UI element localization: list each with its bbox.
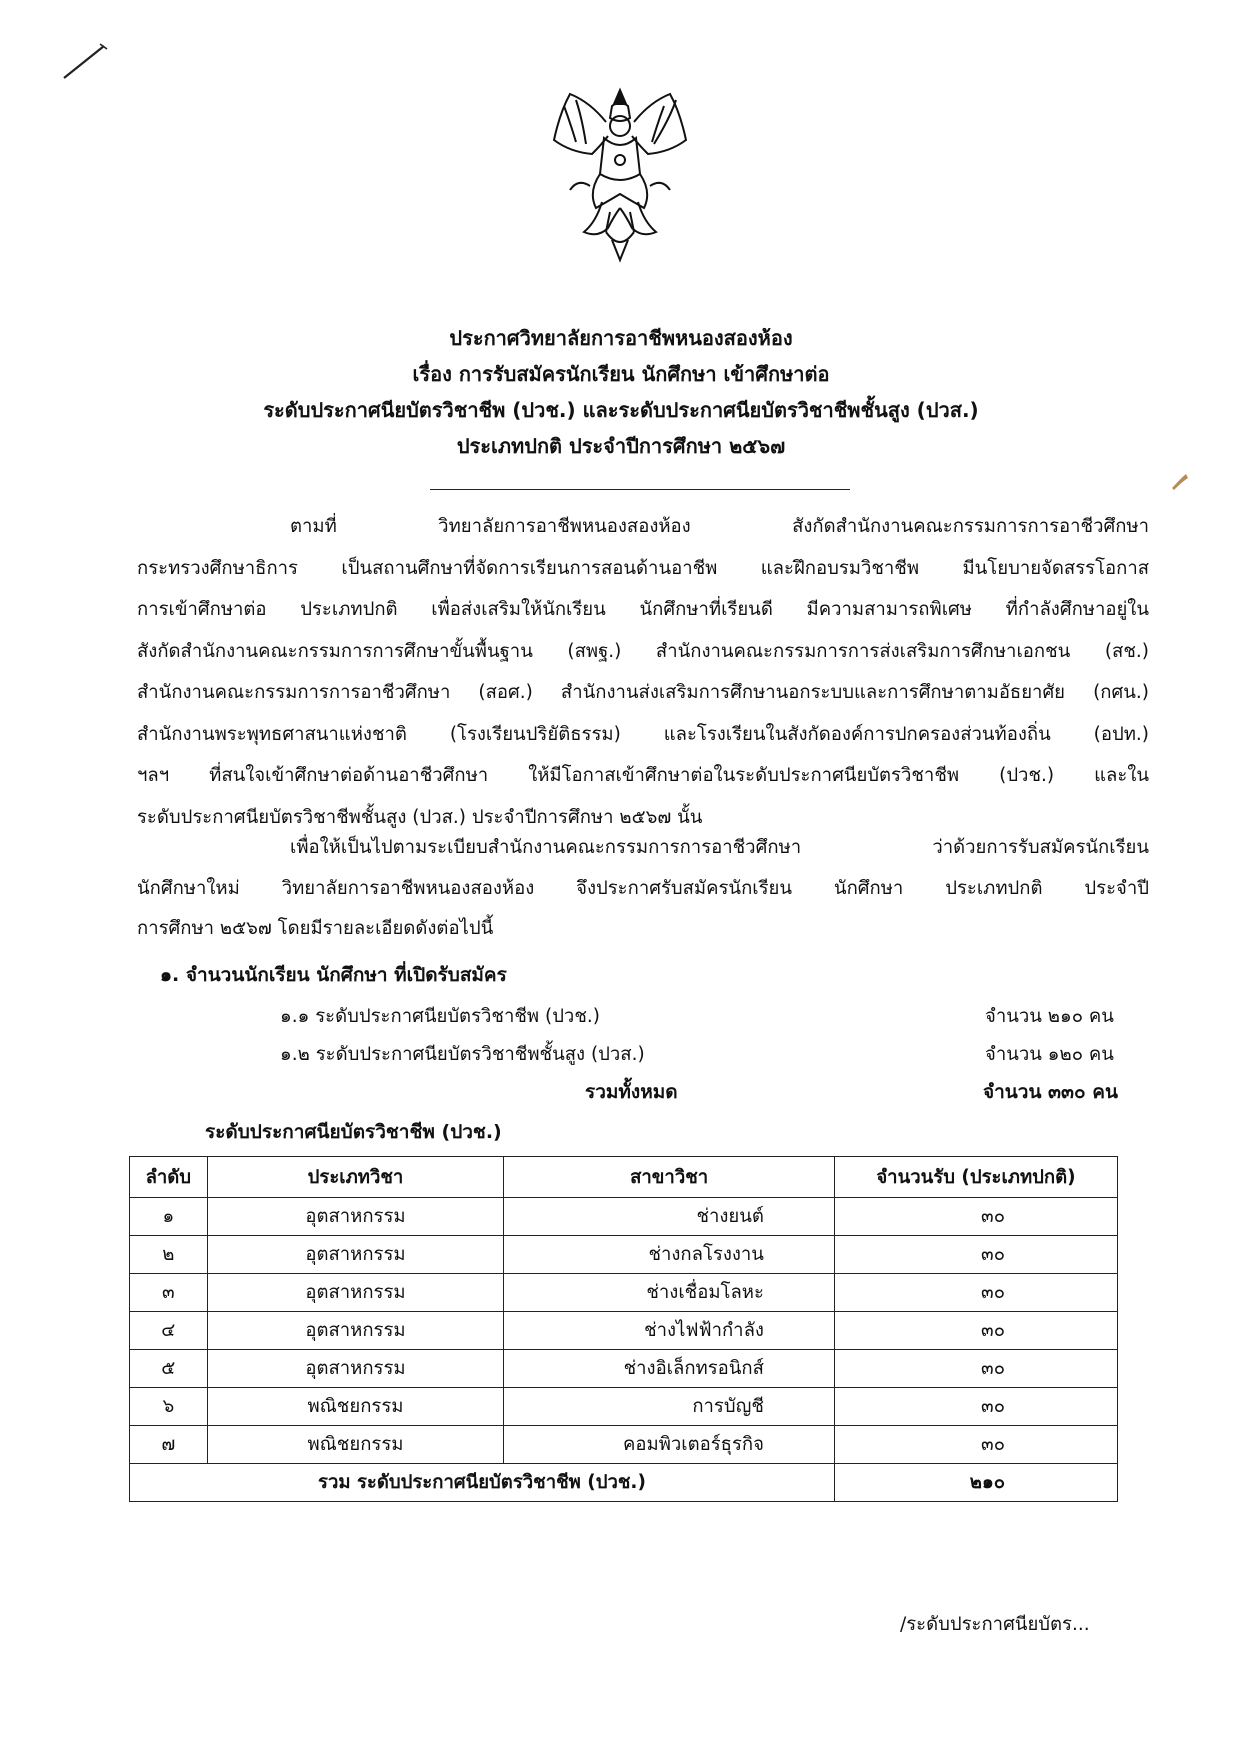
table-row (130, 1198, 1118, 1236)
row-field: ช่างไฟฟ้ากำลัง (504, 1312, 835, 1350)
row-type: พณิชยกรรม (207, 1426, 504, 1464)
paragraph-1-line: ตามที่ วิทยาลัยการอาชีพหนองสองห้อง สังกัดสำนักงานคณะกรรมการการอาชีวศึกษา (290, 516, 1149, 537)
paragraph-2-line: การศึกษา ๒๕๖๗ โดยมีรายละเอียดดังต่อไปนี้ (137, 918, 494, 939)
paper-speck (1168, 470, 1192, 494)
paragraph-1-line: ฯลฯ ที่สนใจเข้าศึกษาต่อด้านอาชีวศึกษา ให้มีโอกาสเข้าศึกษาต่อในระดับประกาศนียบัตรวิชาชีพ (ปวช.) และใน (137, 765, 1149, 786)
row-no: ๒ (130, 1236, 208, 1274)
page-continuation-note: /ระดับประกาศนียบัตร... (900, 1614, 1090, 1635)
row-no: ๔ (130, 1312, 208, 1350)
table-row (130, 1236, 1118, 1274)
item-label: ๑.๒ ระดับประกาศนียบัตรวิชาชีพชั้นสูง (ปวส.) (280, 1044, 645, 1065)
row-qty: ๓๐ (834, 1274, 1117, 1312)
heading-divider (430, 489, 850, 490)
row-field: ช่างเชื่อมโลหะ (504, 1274, 835, 1312)
row-qty: ๓๐ (834, 1312, 1117, 1350)
paragraph-2-line: เพื่อให้เป็นไปตามระเบียบสำนักงานคณะกรรมการการอาชีวศึกษา ว่าด้วยการรับสมัครนักเรียน (290, 837, 1149, 858)
row-no: ๕ (130, 1350, 208, 1388)
header-qty: จำนวนรับ (ประเภทปกติ) (834, 1157, 1117, 1198)
announcement-heading (0, 320, 1242, 464)
header-type: ประเภทวิชา (207, 1157, 504, 1198)
table-total-label: รวม ระดับประกาศนียบัตรวิชาชีพ (ปวช.) (130, 1464, 835, 1502)
row-qty: ๓๐ (834, 1350, 1117, 1388)
row-no: ๗ (130, 1426, 208, 1464)
paragraph-1-line: สำนักงานพระพุทธศาสนาแห่งชาติ (โรงเรียนปริยัติธรรม) และโรงเรียนในสังกัดองค์การปกครองส่วนท้องถิ่น (อปท.) (137, 724, 1149, 745)
table-row (130, 1350, 1118, 1388)
item-count: จำนวน ๑๒๐ คน (985, 1044, 1114, 1065)
row-field: ช่างกลโรงงาน (504, 1236, 835, 1274)
table-header-row (130, 1157, 1118, 1198)
heading-line-1: ประกาศวิทยาลัยการอาชีพหนองสองห้อง (449, 326, 793, 350)
row-field: ช่างอิเล็กทรอนิกส์ (504, 1350, 835, 1388)
row-type: อุตสาหกรรม (207, 1312, 504, 1350)
row-type: อุตสาหกรรม (207, 1236, 504, 1274)
item-label: ๑.๑ ระดับประกาศนียบัตรวิชาชีพ (ปวช.) (280, 1006, 600, 1027)
row-type: พณิชยกรรม (207, 1388, 504, 1426)
row-no: ๓ (130, 1274, 208, 1312)
total-count: จำนวน ๓๓๐ คน (983, 1081, 1118, 1103)
pen-scribble-mark (60, 40, 110, 82)
table-total-qty: ๒๑๐ (834, 1464, 1117, 1502)
header-field: สาขาวิชา (504, 1157, 835, 1198)
section-1-title: ๑. จำนวนนักเรียน นักศึกษา ที่เปิดรับสมัคร (160, 964, 507, 986)
table-row (130, 1426, 1118, 1464)
heading-line-4: ประเภทปกติ ประจำปีการศึกษา ๒๕๖๗ (456, 434, 786, 458)
row-qty: ๓๐ (834, 1236, 1117, 1274)
heading-line-3: ระดับประกาศนียบัตรวิชาชีพ (ปวช.) และระดับประกาศนียบัตรวิชาชีพชั้นสูง (ปวส.) (263, 398, 979, 422)
row-no: ๑ (130, 1198, 208, 1236)
paragraph-1-line: การเข้าศึกษาต่อ ประเภทปกติ เพื่อส่งเสริมให้นักเรียน นักศึกษาที่เรียนดี มีความสามารถพิเศษ ที่กำลังศึกษาอยู่ใน (137, 599, 1149, 620)
garuda-emblem-icon (540, 82, 700, 267)
row-qty: ๓๐ (834, 1426, 1117, 1464)
enrollment-table (129, 1156, 1118, 1502)
paragraph-2-line: นักศึกษาใหม่ วิทยาลัยการอาชีพหนองสองห้อง จึงประกาศรับสมัครนักเรียน นักศึกษา ประเภทปกติ ประจำปี (137, 878, 1149, 899)
paragraph-1-line: สำนักงานคณะกรรมการการอาชีวศึกษา (สอศ.) สำนักงานส่งเสริมการศึกษานอกระบบและการศึกษาตามอัธยาศัย (กศน.) (137, 682, 1149, 703)
table-row (130, 1274, 1118, 1312)
table-total-row (130, 1464, 1118, 1502)
paragraph-1-line: สังกัดสำนักงานคณะกรรมการการศึกษาขั้นพื้นฐาน (สพฐ.) สำนักงานคณะกรรมการการส่งเสริมการศึกษาเอกชน (สช.) (137, 641, 1149, 662)
row-field: ช่างยนต์ (504, 1198, 835, 1236)
row-qty: ๓๐ (834, 1388, 1117, 1426)
row-no: ๖ (130, 1388, 208, 1426)
total-label: รวมทั้งหมด (585, 1081, 678, 1103)
paragraph-1-line: ระดับประกาศนียบัตรวิชาชีพชั้นสูง (ปวส.) ประจำปีการศึกษา ๒๕๖๗ นั้น (137, 807, 703, 828)
row-qty: ๓๐ (834, 1198, 1117, 1236)
table-caption: ระดับประกาศนียบัตรวิชาชีพ (ปวช.) (205, 1121, 502, 1143)
table-row (130, 1388, 1118, 1426)
row-type: อุตสาหกรรม (207, 1198, 504, 1236)
paragraph-1-line: กระทรวงศึกษาธิการ เป็นสถานศึกษาที่จัดการเรียนการสอนด้านอาชีพ และฝึกอบรมวิชาชีพ มีนโยบายจัดสรรโอกาส (137, 558, 1149, 579)
row-field: การบัญชี (504, 1388, 835, 1426)
row-field: คอมพิวเตอร์ธุรกิจ (504, 1426, 835, 1464)
row-type: อุตสาหกรรม (207, 1350, 504, 1388)
table-row (130, 1312, 1118, 1350)
header-no: ลำดับ (130, 1157, 208, 1198)
row-type: อุตสาหกรรม (207, 1274, 504, 1312)
heading-line-2: เรื่อง การรับสมัครนักเรียน นักศึกษา เข้าศึกษาต่อ (412, 362, 830, 386)
item-count: จำนวน ๒๑๐ คน (985, 1006, 1114, 1027)
